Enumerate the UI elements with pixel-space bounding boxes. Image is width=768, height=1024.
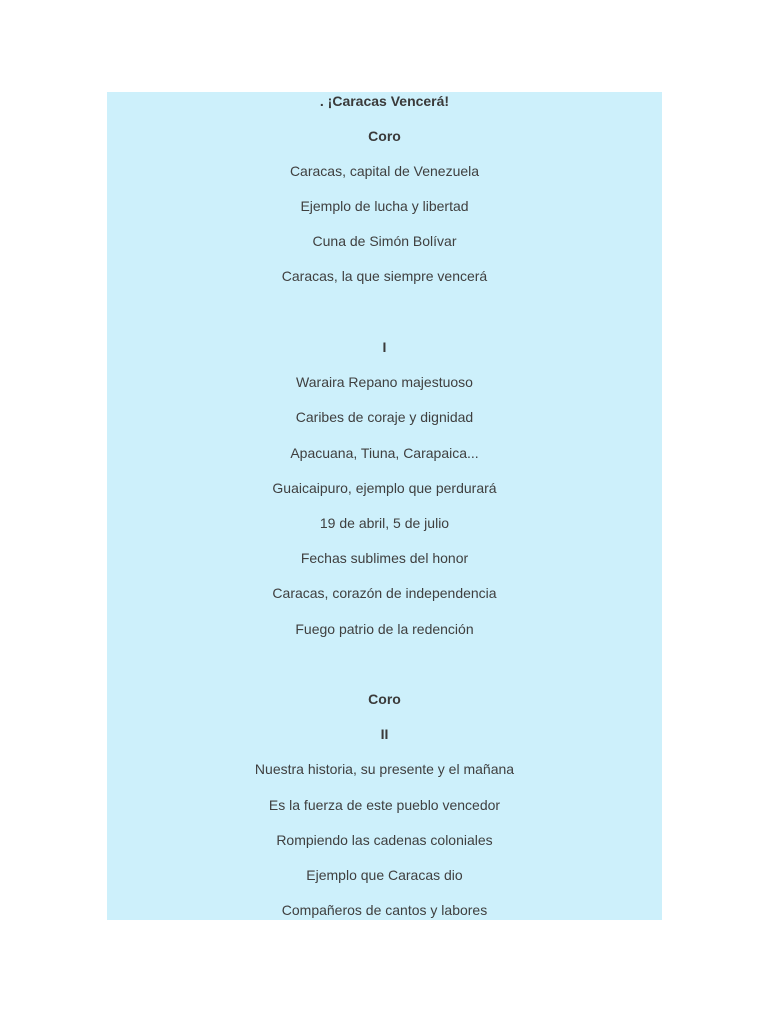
song-title: . ¡Caracas Vencerá!: [319, 93, 450, 109]
verse-2-line: Nuestra historia, su presente y el mañana: [254, 761, 515, 777]
verse-2-line: Es la fuerza de este pueblo vencedor: [268, 797, 501, 813]
verse-2-line: Compañeros de cantos y labores: [281, 902, 488, 918]
lyrics-panel: [107, 92, 662, 920]
chorus-line: Caracas, capital de Venezuela: [289, 163, 480, 179]
chorus-line: Cuna de Simón Bolívar: [312, 233, 457, 249]
chorus-repeat-heading: Coro: [368, 691, 401, 707]
verse-1-line: Waraira Repano majestuoso: [296, 374, 473, 390]
verse-1-line: Caracas, corazón de independencia: [272, 585, 497, 601]
verse-2-line: Rompiendo las cadenas coloniales: [276, 832, 493, 848]
verse-1-line: 19 de abril, 5 de julio: [319, 515, 450, 531]
chorus-line: Ejemplo de lucha y libertad: [300, 198, 469, 214]
verse-1-line: Fechas sublimes del honor: [300, 550, 469, 566]
verse-2-heading: II: [380, 726, 389, 742]
chorus-line: Caracas, la que siempre vencerá: [281, 268, 488, 284]
verse-2-line: Ejemplo que Caracas dio: [306, 867, 463, 883]
verse-1-heading: I: [382, 339, 387, 355]
verse-1-line: Caribes de coraje y dignidad: [295, 409, 474, 425]
verse-1-line: Apacuana, Tiuna, Carapaica...: [290, 445, 479, 461]
chorus-heading: Coro: [368, 128, 401, 144]
verse-1-line: Guaicaipuro, ejemplo que perdurará: [272, 480, 497, 496]
verse-1-line: Fuego patrio de la redención: [295, 621, 474, 637]
